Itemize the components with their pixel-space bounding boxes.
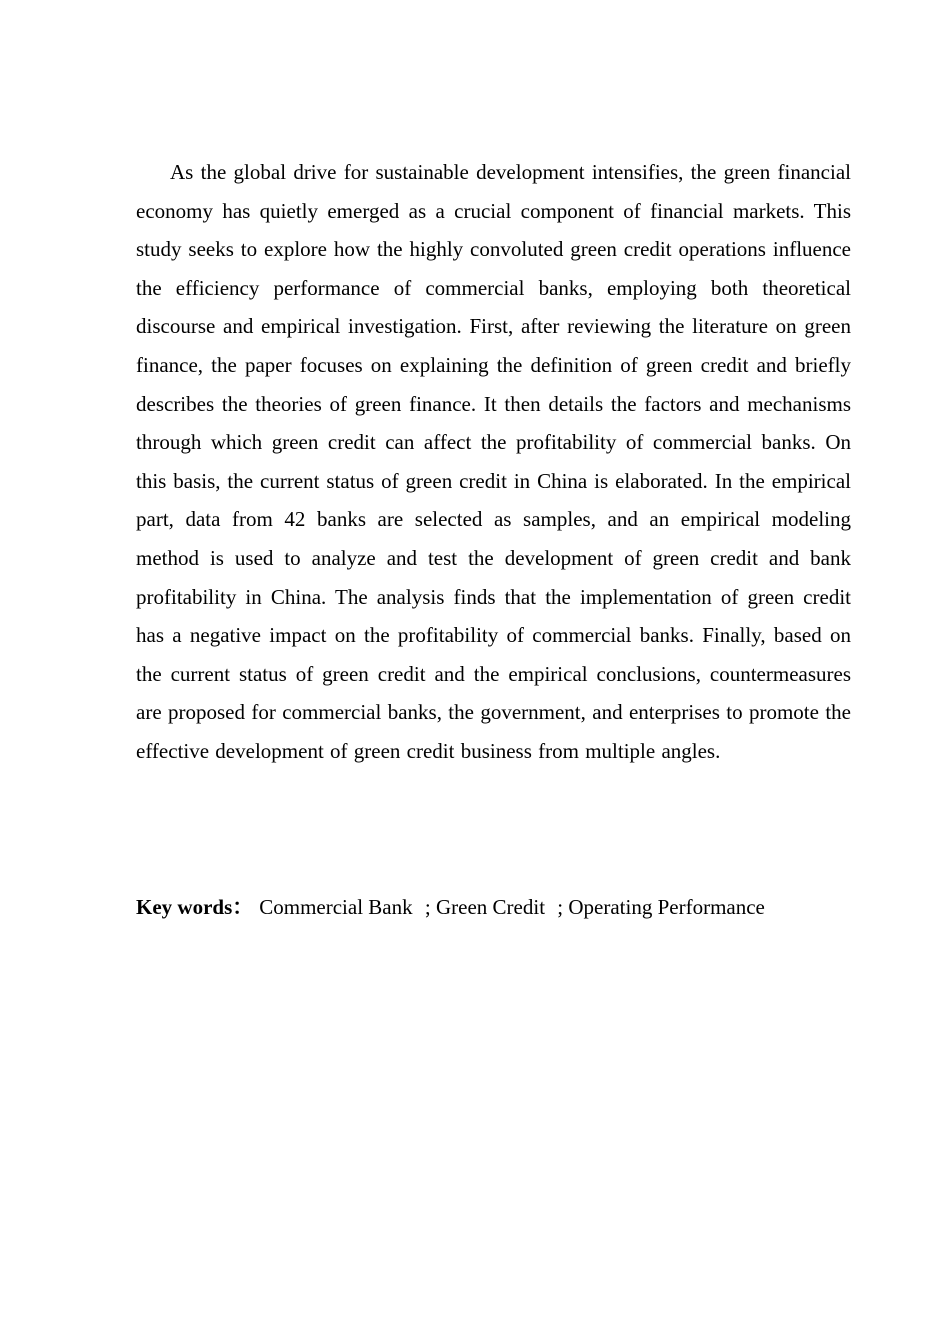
keywords-colon: ： bbox=[232, 895, 254, 919]
keyword-item: Commercial Bank bbox=[259, 895, 413, 919]
keyword-item: Green Credit bbox=[435, 895, 546, 919]
keyword-separator: ; bbox=[424, 895, 431, 919]
keywords-label: Key words bbox=[136, 895, 233, 919]
keyword-item: Operating Performance bbox=[568, 895, 765, 919]
keyword-separator: ; bbox=[557, 895, 564, 919]
abstract-paragraph: As the global drive for sustainable development intensifies, the green financial economy has quietly emerged as a crucial component of financial markets. This study seeks to explore how the highly convoluted green credit operations influence the efficiency performance of commercial banks, employing both theoretical discourse and empirical investigation. First, after reviewing the literature on green finance, the paper focuses on explaining the definition of green credit and briefly describes the theories of green finance. It then details the factors and mechanisms through which green credit can affect the profitability of commercial banks. On this basis, the current status of green credit in China is elaborated. In the empirical part, data from 42 banks are selected as samples, and an empirical modeling method is used to analyze and test the development of green credit and bank profitability in China. The analysis finds that the implementation of green credit has a negative impact on the profitability of commercial banks. Finally, based on the current status of green credit and the empirical conclusions, countermeasures are proposed for commercial banks, the government, and enterprises to promote the effective development of green credit business from multiple angles. bbox=[136, 160, 851, 763]
keywords-line bbox=[136, 888, 851, 926]
